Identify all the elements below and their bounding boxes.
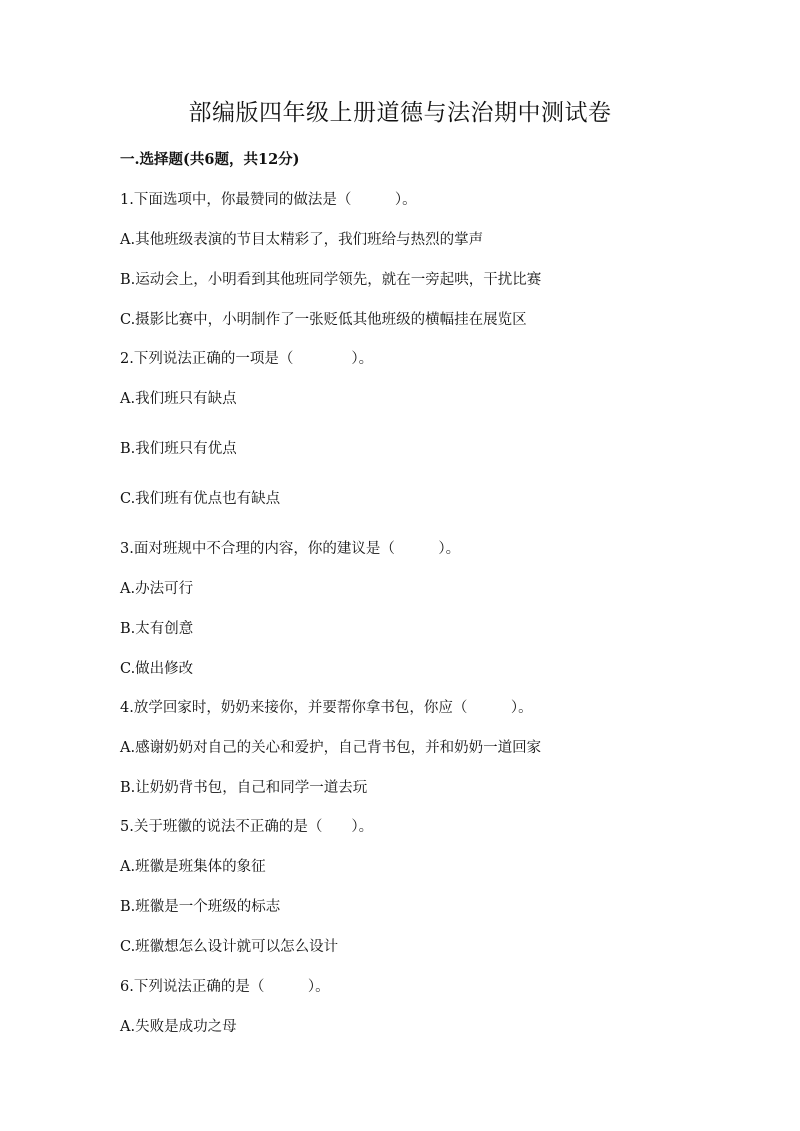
question-3-stem: 3.面对班规中不合理的内容，你的建议是（ ）。 xyxy=(120,541,461,557)
question-1-stem: 1.下面选项中，你最赞同的做法是（ ）。 xyxy=(120,192,417,208)
question-2-option-a: A.我们班只有缺点 xyxy=(120,391,237,407)
question-4-option-a: A.感谢奶奶对自己的关心和爱护，自己背书包，并和奶奶一道回家 xyxy=(120,740,542,756)
question-4-option-b: B.让奶奶背书包，自己和同学一道去玩 xyxy=(120,780,368,796)
question-6-option-a: A.失败是成功之母 xyxy=(120,1019,237,1035)
question-1-option-c: C.摄影比赛中，小明制作了一张贬低其他班级的横幅挂在展览区 xyxy=(120,312,527,328)
question-2-stem: 2.下列说法正确的一项是（ ）。 xyxy=(120,351,374,367)
question-4-stem: 4.放学回家时，奶奶来接你，并要帮你拿书包，你应（ ）。 xyxy=(120,700,533,716)
question-5-option-a: A.班徽是班集体的象征 xyxy=(120,859,266,875)
question-2-option-b: B.我们班只有优点 xyxy=(120,441,237,457)
question-6-stem: 6.下列说法正确的是（ ）。 xyxy=(120,979,330,995)
question-1-option-a: A.其他班级表演的节目太精彩了，我们班给与热烈的掌声 xyxy=(120,232,484,248)
question-5-stem: 5.关于班徽的说法不正确的是（ ）。 xyxy=(120,819,374,835)
question-3-option-b: B.太有创意 xyxy=(120,621,194,637)
question-3-option-a: A.办法可行 xyxy=(120,581,194,597)
question-5-option-b: B.班徽是一个班级的标志 xyxy=(120,899,281,915)
exam-title: 部编版四年级上册道德与法治期中测试卷 xyxy=(188,100,612,126)
section-heading: 一.选择题(共6题，共12分) xyxy=(120,151,300,168)
question-2-option-c: C.我们班有优点也有缺点 xyxy=(120,491,281,507)
question-1-option-b: B.运动会上，小明看到其他班同学领先，就在一旁起哄，干扰比赛 xyxy=(120,272,542,288)
question-3-option-c: C.做出修改 xyxy=(120,661,194,677)
question-5-option-c: C.班徽想怎么设计就可以怎么设计 xyxy=(120,939,339,955)
